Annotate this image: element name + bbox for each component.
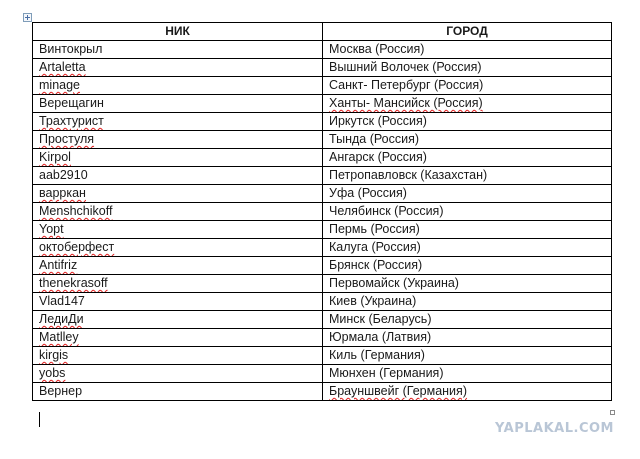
nick-cell[interactable] [33,221,323,239]
table-row [33,311,612,329]
city-text: Санкт- Петербург (Россия) [329,78,484,92]
city-text: Ханты- Мансийск (Россия) [329,96,483,110]
city-cell[interactable] [323,365,612,383]
city-text: Челябинск (Россия) [329,204,444,218]
city-text: Брянск (Россия) [329,258,423,272]
city-text: Петропавловск (Казахстан) [329,168,488,182]
city-cell[interactable] [323,131,612,149]
city-text: Калуга (Россия) [329,240,421,254]
table-row [33,257,612,275]
table-header-row [33,23,612,41]
city-cell[interactable] [323,41,612,59]
city-cell[interactable] [323,167,612,185]
nick-text: thenekrasoff [39,276,108,290]
table-row [33,329,612,347]
nick-text: Menshchikoff [39,204,113,218]
table-row [33,383,612,401]
nick-cell[interactable] [33,77,323,95]
nick-text: kirgis [39,348,69,362]
table-move-handle[interactable] [23,13,32,22]
nick-text: Винтокрыл [39,42,103,56]
table-row [33,239,612,257]
nick-cell[interactable] [33,365,323,383]
nick-text: Вернер [39,384,83,398]
nick-cell[interactable] [33,329,323,347]
nick-cell[interactable] [33,275,323,293]
nick-cell[interactable] [33,293,323,311]
city-text: Брауншвейг (Германия) [329,384,467,398]
nick-text: Простуля [39,132,95,146]
city-text: Первомайск (Украина) [329,276,459,290]
nick-text: Antifriz [39,258,78,272]
city-cell[interactable] [323,113,612,131]
city-text: Киев (Украина) [329,294,417,308]
nick-cell[interactable] [33,239,323,257]
nick-cell[interactable] [33,203,323,221]
table-row [33,203,612,221]
city-cell[interactable] [323,95,612,113]
city-text: Москва (Россия) [329,42,425,56]
nick-text: aab2910 [39,168,88,182]
table-row [33,365,612,383]
table-row [33,41,612,59]
nick-cell[interactable] [33,167,323,185]
city-cell[interactable] [323,311,612,329]
table-row [33,149,612,167]
nick-text: Верещагин [39,96,104,110]
nick-text: варркан [39,186,86,200]
text-cursor [39,412,40,427]
city-cell[interactable] [323,149,612,167]
city-text: Юрмала (Латвия) [329,330,432,344]
table-row [33,131,612,149]
nick-cell[interactable] [33,149,323,167]
city-cell[interactable] [323,329,612,347]
city-text: Иркутск (Россия) [329,114,427,128]
city-cell[interactable] [323,239,612,257]
table-row [33,347,612,365]
nick-text: октоберфест [39,240,115,254]
nick-cell[interactable] [33,113,323,131]
city-cell[interactable] [323,221,612,239]
nick-text: Matlley [39,330,79,344]
city-cell[interactable] [323,293,612,311]
nick-text: Yopt [39,222,64,236]
city-text: Киль (Германия) [329,348,425,362]
city-cell[interactable] [323,185,612,203]
nick-text: minage [39,78,80,92]
city-text: Минск (Беларусь) [329,312,432,326]
city-text: Вышний Волочек (Россия) [329,60,482,74]
nick-text: Kirpol [39,150,71,164]
column-header-city: ГОРОД [323,23,612,41]
city-text: Ангарск (Россия) [329,150,427,164]
city-text: Уфа (Россия) [329,186,407,200]
city-cell[interactable] [323,347,612,365]
city-cell[interactable] [323,77,612,95]
table-row [33,221,612,239]
city-text: Тында (Россия) [329,132,420,146]
nick-cell[interactable] [33,185,323,203]
city-cell[interactable] [323,59,612,77]
nick-city-table [32,22,612,401]
nick-text: Artaletta [39,60,86,74]
city-cell[interactable] [323,383,612,401]
table-row [33,275,612,293]
nick-text: yobs [39,366,66,380]
table-row [33,113,612,131]
watermark: YAPLAKAL.COM [495,421,614,436]
table-row [33,167,612,185]
table-row [33,59,612,77]
nick-cell[interactable] [33,59,323,77]
table-row [33,95,612,113]
city-cell[interactable] [323,203,612,221]
table-row [33,185,612,203]
nick-cell[interactable] [33,347,323,365]
city-cell[interactable] [323,257,612,275]
nick-cell[interactable] [33,311,323,329]
nick-cell[interactable] [33,95,323,113]
table-row [33,77,612,95]
nick-cell[interactable] [33,131,323,149]
city-cell[interactable] [323,275,612,293]
nick-cell[interactable] [33,257,323,275]
nick-cell[interactable] [33,41,323,59]
city-text: Мюнхен (Германия) [329,366,444,380]
column-header-nick: НИК [33,23,323,41]
table-row [33,293,612,311]
nick-text: Трахтурист [39,114,104,128]
nick-cell[interactable] [33,383,323,401]
nick-text: Vlad147 [39,294,85,308]
nick-text: ЛедиДи [39,312,84,326]
table-resize-handle[interactable] [610,410,615,415]
city-text: Пермь (Россия) [329,222,420,236]
